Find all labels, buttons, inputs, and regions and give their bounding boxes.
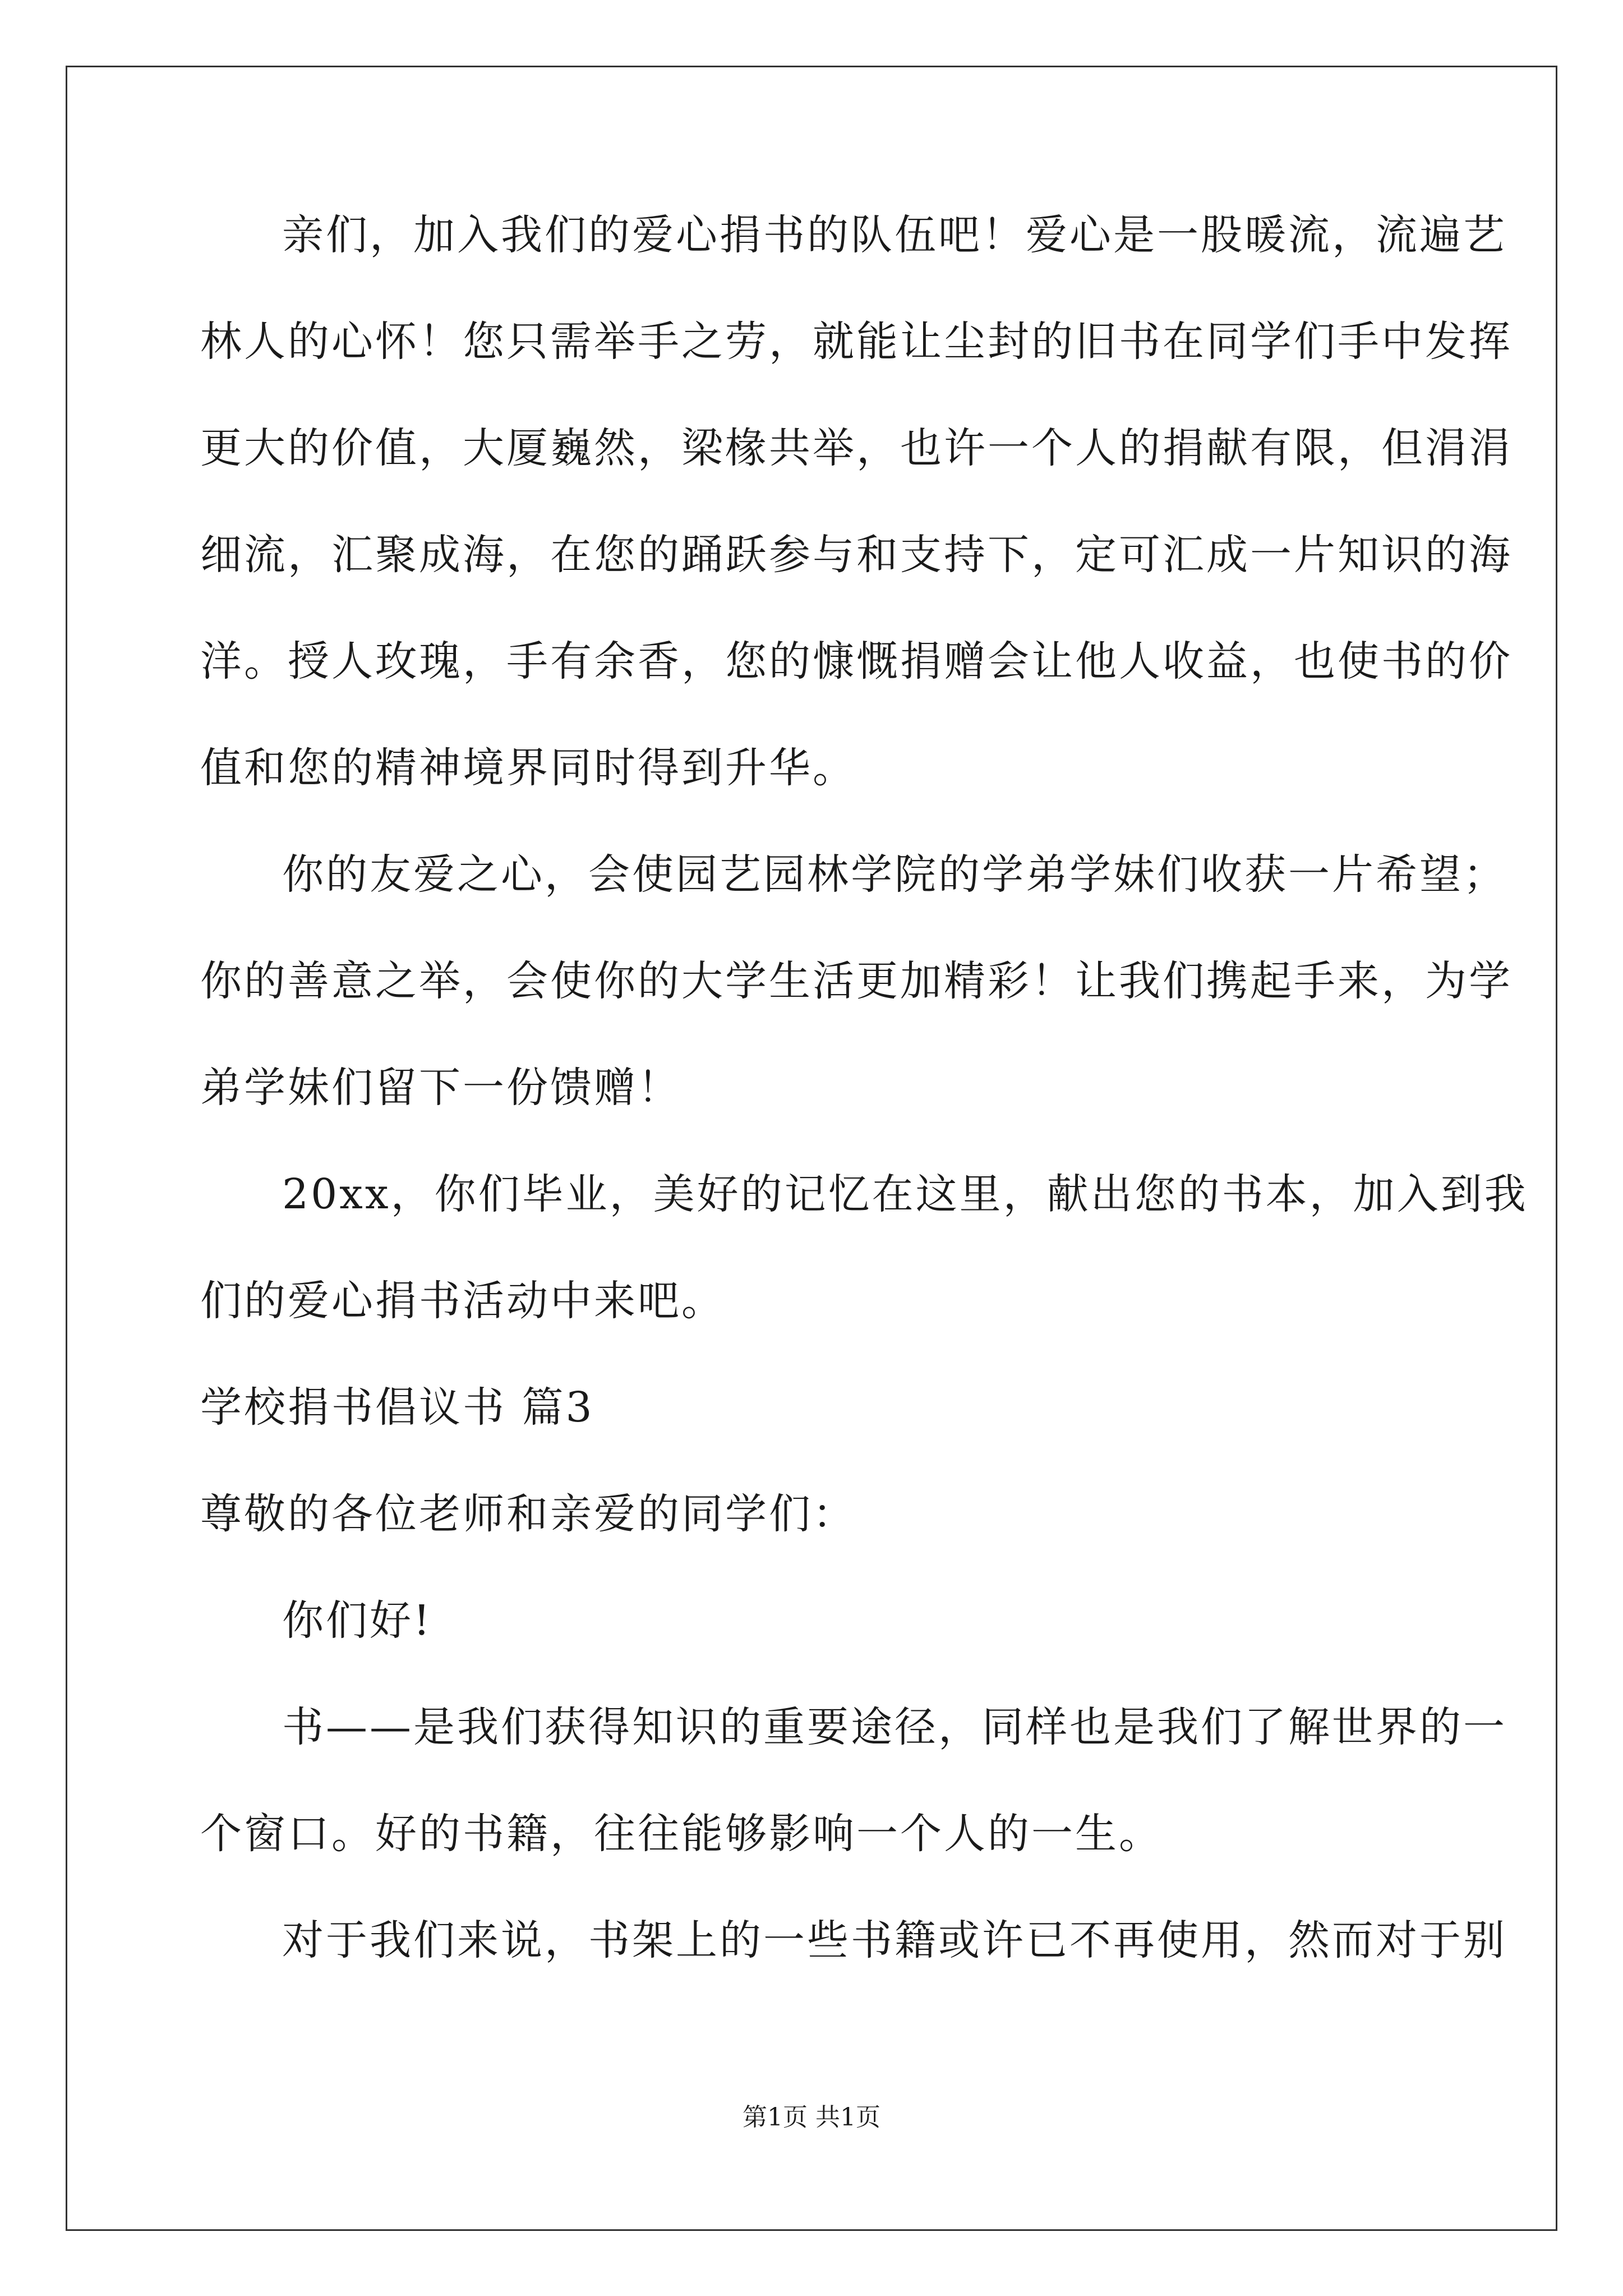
paragraph-line: 你的善意之举，会使你的大学生活更加精彩！让我们携起手来，为学 <box>200 957 1513 1005</box>
paragraph-line: 亲们，加入我们的爱心捐书的队伍吧！爱心是一股暖流，流遍艺 <box>282 211 1507 259</box>
paragraph-line: 对于我们来说，书架上的一些书籍或许已不再使用，然而对于别 <box>282 1916 1507 1964</box>
paragraph-line: 洋。授人玫瑰，手有余香，您的慷慨捐赠会让他人收益，也使书的价 <box>200 637 1513 685</box>
paragraph-line: 更大的价值，大厦巍然，梁椽共举，也许一个人的捐献有限，但涓涓 <box>200 424 1513 472</box>
paragraph-line: 细流，汇聚成海，在您的踊跃参与和支持下，定可汇成一片知识的海 <box>200 531 1513 579</box>
greeting: 你们好! <box>282 1596 432 1645</box>
paragraph-line: 弟学妹们留下一份馈赠！ <box>200 1064 681 1112</box>
paragraph-line: 个窗口。好的书籍，往往能够影响一个人的一生。 <box>200 1810 1163 1858</box>
paragraph-line: 林人的心怀！您只需举手之劳，就能让尘封的旧书在同学们手中发挥 <box>200 318 1513 366</box>
salutation: 尊敬的各位老师和亲爱的同学们： <box>200 1490 856 1538</box>
page-border <box>66 66 1557 2231</box>
paragraph-line: 20xx，你们毕业，美好的记忆在这里，献出您的书本，加入到我 <box>282 1170 1528 1218</box>
paragraph-line: 你的友爱之心，会使园艺园林学院的学弟学妹们收获一片希望； <box>282 850 1507 899</box>
paragraph-line: 们的爱心捐书活动中来吧。 <box>200 1277 725 1325</box>
page-number-footer: 第1页 共1页 <box>743 2103 880 2132</box>
section-heading: 学校捐书倡议书 篇3 <box>200 1383 594 1432</box>
paragraph-line: 书——是我们获得知识的重要途径，同样也是我们了解世界的一 <box>282 1703 1507 1751</box>
paragraph-line: 值和您的精神境界同时得到升华。 <box>200 744 856 792</box>
